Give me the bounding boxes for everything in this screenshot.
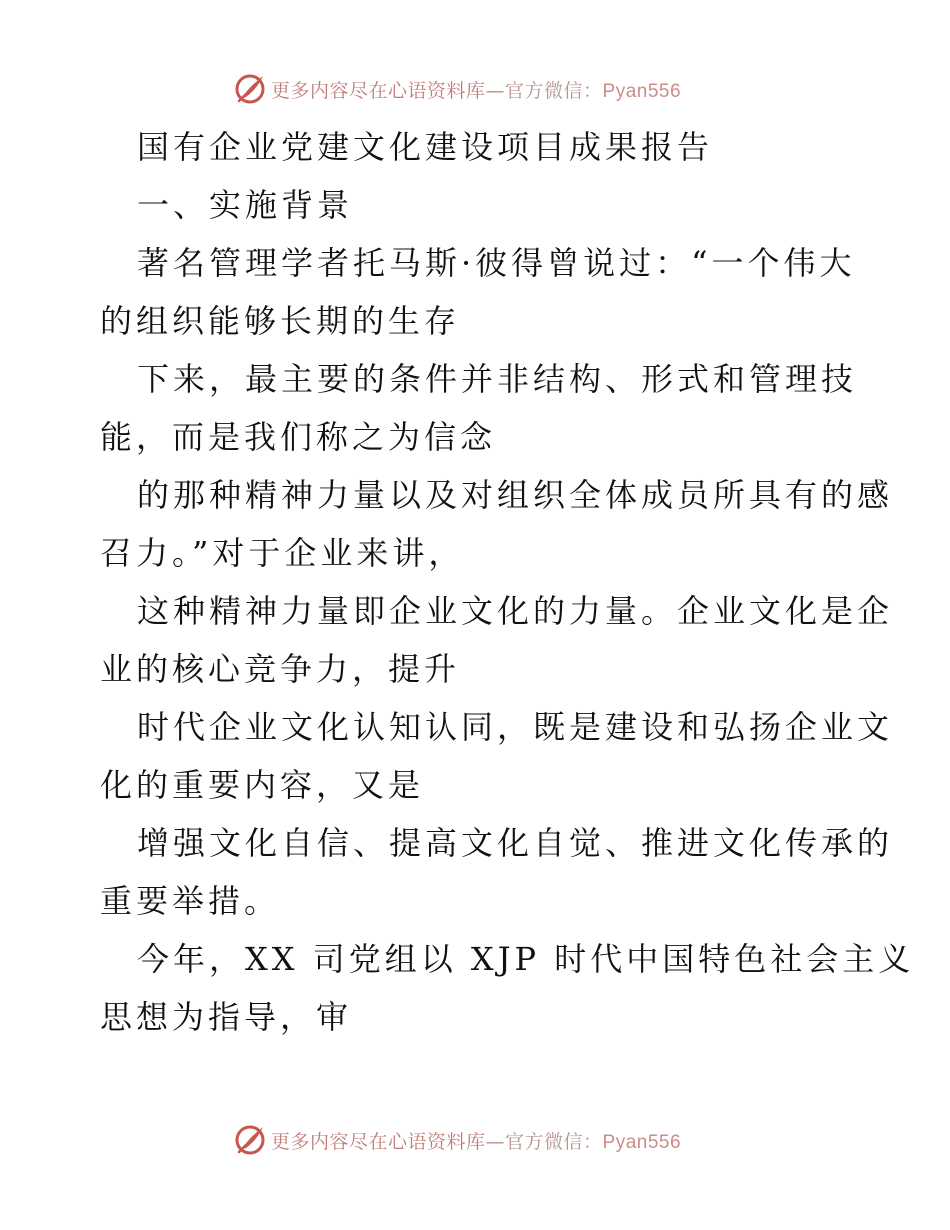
paragraph-line: 这种精神力量即企业文化的力量。企业文化是企 [137, 592, 894, 630]
paragraph-line: 时代企业文化认知认同，既是建设和弘扬企业文 [137, 708, 894, 746]
watermark-dash: — [485, 79, 506, 102]
footer-watermark [233, 1123, 681, 1157]
watermark-official-label: 官方微信： [505, 1130, 603, 1153]
header-watermark [233, 72, 681, 106]
watermark-wechat-id: Pyan556 [602, 80, 682, 102]
document-title: 国有企业党建文化建设项目成果报告 [137, 128, 714, 166]
watermark-brand: 更多内容尽在心语资料库 [271, 79, 486, 102]
paragraph-line: 的组织能够长期的生存 [100, 302, 461, 340]
paragraph-line: 今年，XX 司党组以 XJP 时代中国特色社会主义 [137, 940, 915, 978]
watermark-brand: 更多内容尽在心语资料库 [271, 1130, 486, 1153]
paragraph-line: 重要举措。 [100, 882, 281, 920]
paragraph-line: 业的核心竞争力，提升 [100, 650, 461, 688]
watermark-dash: — [485, 1130, 506, 1153]
watermark-text [271, 76, 681, 103]
paragraph-line: 能，而是我们称之为信念 [100, 418, 497, 456]
section-heading: 一、实施背景 [137, 186, 354, 224]
paragraph-line: 化的重要内容，又是 [100, 766, 425, 804]
feather-logo-icon [233, 1123, 267, 1157]
paragraph-line: 下来，最主要的条件并非结构、形式和管理技 [137, 360, 858, 398]
watermark-wechat-id: Pyan556 [602, 1131, 682, 1153]
feather-logo-icon [233, 72, 267, 106]
watermark-official-label: 官方微信： [505, 79, 603, 102]
paragraph-line: 的那种精神力量以及对组织全体成员所具有的感 [137, 476, 894, 514]
paragraph-line: 思想为指导，审 [100, 998, 353, 1036]
watermark-text [271, 1127, 681, 1154]
document-body [100, 118, 915, 1046]
paragraph-line: 著名管理学者托马斯·彼得曾说过：“一个伟大 [137, 244, 856, 282]
paragraph-line: 召力。”对于企业来讲， [100, 534, 465, 572]
paragraph-line: 增强文化自信、提高文化自觉、推进文化传承的 [137, 824, 894, 862]
